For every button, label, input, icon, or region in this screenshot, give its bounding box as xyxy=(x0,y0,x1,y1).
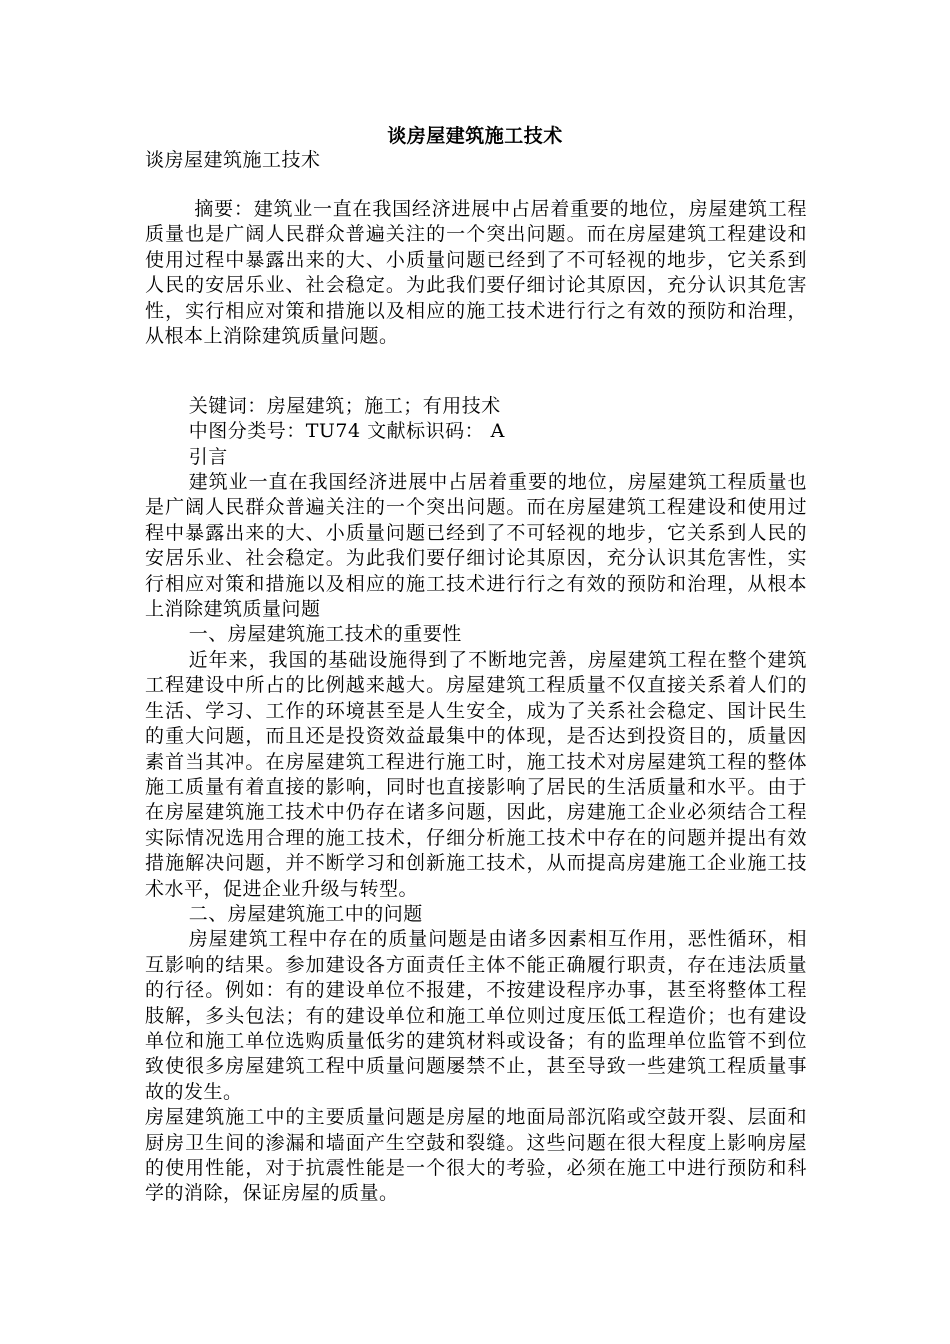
keywords-line: 关键词：房屋建筑；施工；有用技术 xyxy=(188,394,501,417)
section1-heading: 一、房屋建筑施工技术的重要性 xyxy=(188,623,462,646)
section2-paragraph: 房屋建筑工程中存在的质量问题是由诸多因素相互作用，恶性循环，相互影响的结果。参加建设各方面责任主体不能正确履行职责，存在违法质量的行径。例如：有的建设单位不报建，不按建设程序办事，甚至将整体工程肢解，多头包法；有的建设单位和施工单位则过度压低工程造价；也有建设单位和施工单位选购质量低劣的建筑材料或设备；有的监理单位监管不到位致使很多房屋建筑工程中质量问题屡禁不止，甚至导致一些建筑工程质量事故的发生。 xyxy=(145,928,807,1103)
document-body xyxy=(145,197,807,1207)
document-subtitle: 谈房屋建筑施工技术 xyxy=(145,149,321,171)
intro-paragraph: 建筑业一直在我国经济进展中占居着重要的地位，房屋建筑工程质量也是广阔人民群众普遍关注的一个突出问题。而在房屋建筑工程建设和使用过程中暴露出来的大、小质量问题已经到了不可轻视的地步，它关系到人民的安居乐业、社会稳定。为此我们要仔细讨论其原因，充分认识其危害性，实行相应对策和措施以及相应的施工技术进行行之有效的预防和治理，从根本上消除建筑质量问题 xyxy=(145,471,807,621)
section1-paragraph: 近年来，我国的基础设施得到了不断地完善，房屋建筑工程在整个建筑工程建设中所占的比例越来越大。房屋建筑工程质量不仅直接关系着人们的生活、学习、工作的环境甚至是人生安全，成为了关系社会稳定、国计民生的重大问题，而且还是投资效益最集中的体现，是否达到投资目的，质量因素首当其冲。在房屋建筑工程进行施工时，施工技术对房屋建筑工程的整体施工质量有着直接的影响，同时也直接影响了居民的生活质量和水平。由于在房屋建筑施工技术中仍存在诸多问题，因此，房建施工企业必须结合工程实际情况选用合理的施工技术，仔细分析施工技术中存在的问题并提出有效措施解决问题，并不断学习和创新施工技术，从而提高房建施工企业施工技术水平，促进企业升级与转型。 xyxy=(145,648,807,900)
section2-paragraph-continued: 房屋建筑施工中的主要质量问题是房屋的地面局部沉陷或空鼓开裂、层面和厨房卫生间的渗漏和墙面产生空鼓和裂缝。这些问题在很大程度上影响房屋的使用性能，对于抗震性能是一个很大的考验，必须在施工中进行预防和科学的消除，保证房屋的质量。 xyxy=(145,1106,807,1205)
classification-line: 中图分类号：TU74 文献标识码： A xyxy=(188,420,505,443)
spacer xyxy=(145,349,807,374)
abstract-paragraph: 摘要：建筑业一直在我国经济进展中占居着重要的地位，房屋建筑工程质量也是广阔人民群众普遍关注的一个突出问题。而在房屋建筑工程建设和使用过程中暴露出来的大、小质量问题已经到了不可轻视的地步，它关系到人民的安居乐业、社会稳定。为此我们要仔细讨论其原因，充分认识其危害性，实行相应对策和措施以及相应的施工技术进行行之有效的预防和治理，从根本上消除建筑质量问题。 xyxy=(145,198,807,348)
spacer xyxy=(145,375,807,394)
section2-heading: 二、房屋建筑施工中的问题 xyxy=(188,902,423,925)
document-title: 谈房屋建筑施工技术 xyxy=(387,125,563,147)
intro-heading: 引言 xyxy=(188,445,228,468)
